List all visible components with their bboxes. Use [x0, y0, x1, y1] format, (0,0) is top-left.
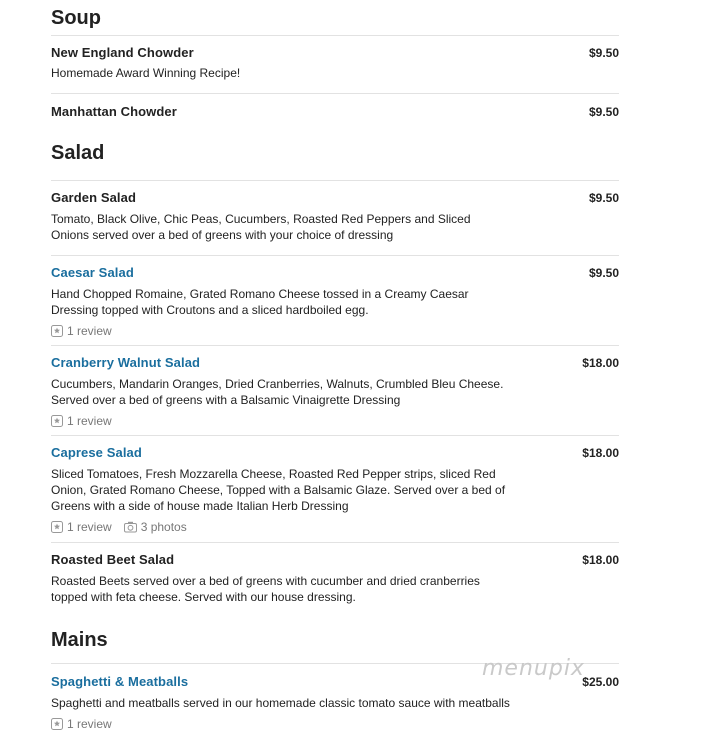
star-badge-icon: [51, 415, 63, 427]
section-salad: [51, 134, 619, 623]
item-price: $9.50: [588, 46, 619, 60]
item-price: $9.50: [588, 105, 619, 119]
star-badge-icon: [51, 521, 63, 533]
camera-icon: [124, 521, 137, 533]
item-name-link[interactable]: Caesar Salad: [51, 265, 134, 280]
section-soup: [51, 0, 619, 134]
item-meta: [51, 717, 619, 731]
menu: [51, 0, 619, 756]
item-price: $9.50: [588, 191, 619, 205]
review-count: 1 review: [67, 324, 112, 338]
item-description: Homemade Award Winning Recipe!: [51, 66, 241, 80]
item-description: Cucumbers, Mandarin Oranges, Dried Cranberries, Walnuts, Crumbled Bleu Cheese. Served over a bed of greens with a Balsamic Vinaigrette Dressing: [51, 377, 504, 407]
item-description: Tomato, Black Olive, Chic Peas, Cucumbers, Roasted Red Peppers and Sliced Onions served over a bed of greens with your choice of dressing: [51, 212, 471, 242]
item-name: New England Chowder: [51, 45, 194, 60]
item-name: Manhattan Chowder: [51, 104, 177, 119]
menu-item: [51, 180, 619, 255]
item-name-link[interactable]: Cranberry Walnut Salad: [51, 355, 201, 370]
item-description: Roasted Beets served over a bed of greens with cucumber and dried cranberries topped with feta cheese. Served with our house dressing.: [51, 574, 480, 604]
section-title: Soup: [51, 7, 101, 29]
section-title: Salad: [51, 142, 105, 164]
review-link[interactable]: [51, 520, 112, 534]
photo-count: 3 photos: [140, 520, 187, 534]
section-mains: [51, 623, 619, 756]
item-meta: [51, 414, 619, 428]
item-description: Spaghetti and meatballs served in our homemade classic tomato sauce with meatballs: [51, 696, 510, 710]
item-description: Hand Chopped Romaine, Grated Romano Cheese tossed in a Creamy Caesar Dressing topped with Croutons and a sliced hardboiled egg.: [51, 287, 469, 317]
section-title: Mains: [51, 629, 108, 651]
item-name: Roasted Beet Salad: [51, 552, 175, 567]
item-meta: [51, 324, 619, 338]
item-price: $18.00: [582, 356, 619, 370]
menu-item: [51, 93, 619, 134]
review-link[interactable]: [51, 717, 112, 731]
review-link[interactable]: [51, 414, 112, 428]
star-badge-icon: [51, 718, 63, 730]
review-count: 1 review: [67, 520, 112, 534]
menu-item: [51, 255, 619, 345]
item-name-link[interactable]: Spaghetti & Meatballs: [51, 674, 189, 689]
menu-item: [51, 345, 619, 435]
item-price: $9.50: [588, 266, 619, 280]
item-meta: [51, 520, 619, 534]
item-description: Sliced Tomatoes, Fresh Mozzarella Cheese, Roasted Red Pepper strips, sliced Red Onion, Grated Romano Cheese, Topped with a Balsamic Glaze. Served over a bed of Greens with a side of house made Italian Herb Dressing: [51, 467, 506, 513]
menu-item: [51, 35, 619, 93]
item-price: $25.00: [582, 675, 619, 689]
item-name: Garden Salad: [51, 190, 137, 205]
item-price: $18.00: [582, 553, 619, 567]
star-badge-icon: [51, 325, 63, 337]
photos-link[interactable]: [124, 520, 187, 534]
menu-item: [51, 542, 619, 623]
item-name-link[interactable]: Caprese Salad: [51, 445, 142, 460]
menupix-watermark: menupix: [482, 656, 585, 681]
menu-item: [51, 435, 619, 542]
review-count: 1 review: [67, 717, 112, 731]
review-link[interactable]: [51, 324, 112, 338]
item-price: $18.00: [582, 446, 619, 460]
review-count: 1 review: [67, 414, 112, 428]
